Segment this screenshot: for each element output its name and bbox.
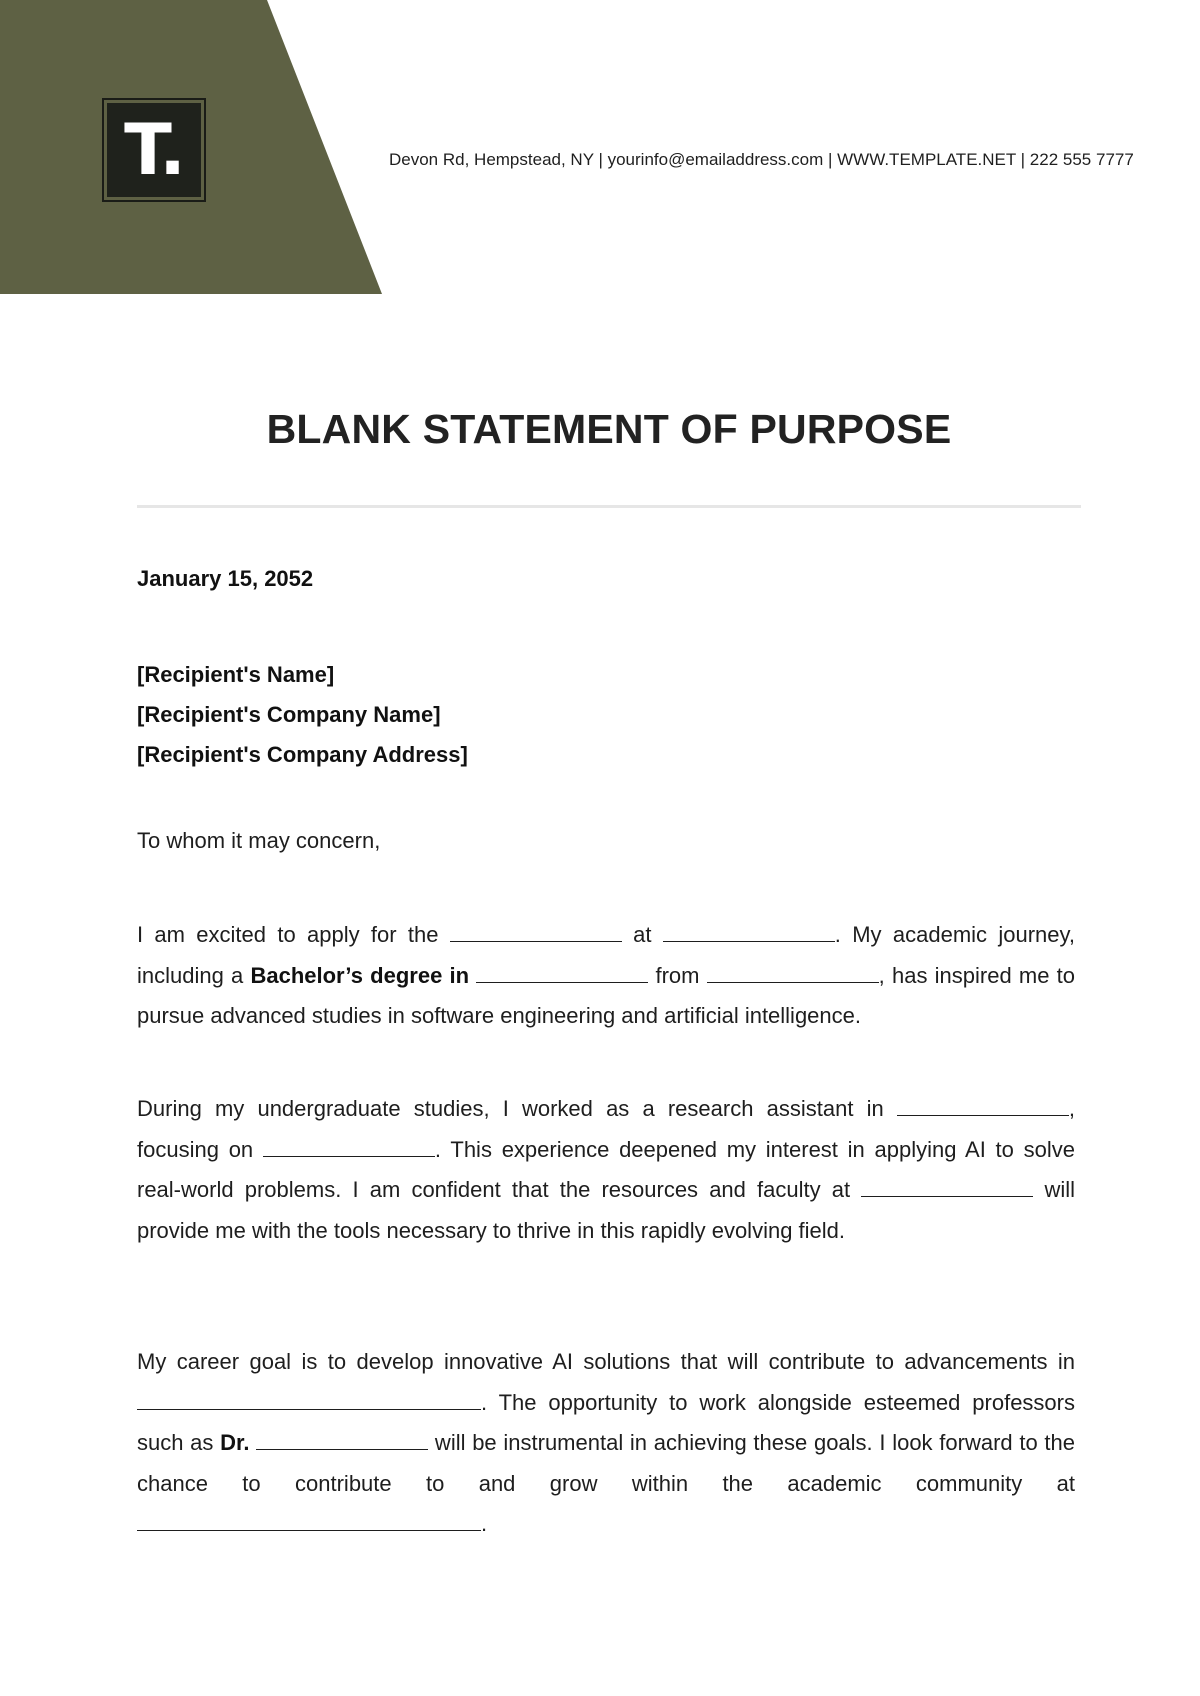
- greeting: To whom it may concern,: [137, 828, 381, 853]
- paragraph-goals: [137, 1342, 1075, 1545]
- text-segment: My career goal is to develop innovative AI solutions that will contribute to advancements in: [137, 1349, 1075, 1374]
- text-segment: . My academic journey, including a: [137, 922, 1075, 988]
- paragraph-experience: [137, 1089, 1075, 1251]
- page-title: BLANK STATEMENT OF PURPOSE: [266, 406, 952, 452]
- blank-field-degree[interactable]: [476, 958, 648, 983]
- text-segment: will provide me with the tools necessary to thrive in this rapidly evolving field.: [137, 1177, 1075, 1243]
- bold-text: Bachelor’s degree in: [250, 962, 470, 988]
- text-segment: I am excited to apply for the: [137, 922, 450, 947]
- blank-field-research-area[interactable]: [897, 1091, 1069, 1116]
- blank-field-focus[interactable]: [263, 1132, 435, 1157]
- blank-field-target-university[interactable]: [861, 1172, 1033, 1197]
- blank-field-program[interactable]: [450, 917, 622, 942]
- blank-field-institution[interactable]: [707, 958, 879, 983]
- recipient-name: [Recipient's Name]: [137, 662, 335, 687]
- text-segment: , has inspired me to pursue advanced studies in software engineering and artificial intelligence.: [137, 962, 1075, 1028]
- text-segment: [469, 963, 476, 988]
- blank-field-institution-final[interactable]: [137, 1506, 481, 1531]
- text-segment: During my undergraduate studies, I worked as a research assistant in: [137, 1096, 897, 1121]
- company-logo: [102, 98, 206, 202]
- text-segment: will be instrumental in achieving these goals. I look forward to the chance to contribute to and grow within the academic community at: [137, 1430, 1075, 1496]
- blank-field-professor[interactable]: [256, 1425, 428, 1450]
- recipient-block: [137, 655, 837, 775]
- contact-info: Devon Rd, Hempstead, NY | yourinfo@emailaddress.com | WWW.TEMPLATE.NET | 222 555 7777: [389, 150, 1134, 169]
- bold-text: Dr.: [220, 1430, 250, 1455]
- text-segment: . The opportunity to work alongside esteemed professors such as: [137, 1389, 1075, 1455]
- letter-date: January 15, 2052: [137, 566, 314, 591]
- paragraph-intro: [137, 915, 1075, 1037]
- recipient-address: [Recipient's Company Address]: [137, 742, 468, 767]
- title-divider: [137, 505, 1081, 508]
- text-segment: from: [648, 962, 707, 988]
- text-segment: . This experience deepened my interest in applying AI to solve real-world problems. I am confident that the resources and faculty at: [137, 1136, 1076, 1202]
- blank-field-field[interactable]: [137, 1385, 481, 1410]
- logo-mark: T.: [107, 103, 201, 197]
- text-segment: at: [621, 922, 663, 947]
- blank-field-university[interactable]: [663, 917, 835, 942]
- text-segment: .: [481, 1511, 488, 1536]
- recipient-company: [Recipient's Company Name]: [137, 702, 441, 727]
- text-segment: , focusing on: [137, 1096, 1075, 1162]
- text-segment: [250, 1430, 257, 1455]
